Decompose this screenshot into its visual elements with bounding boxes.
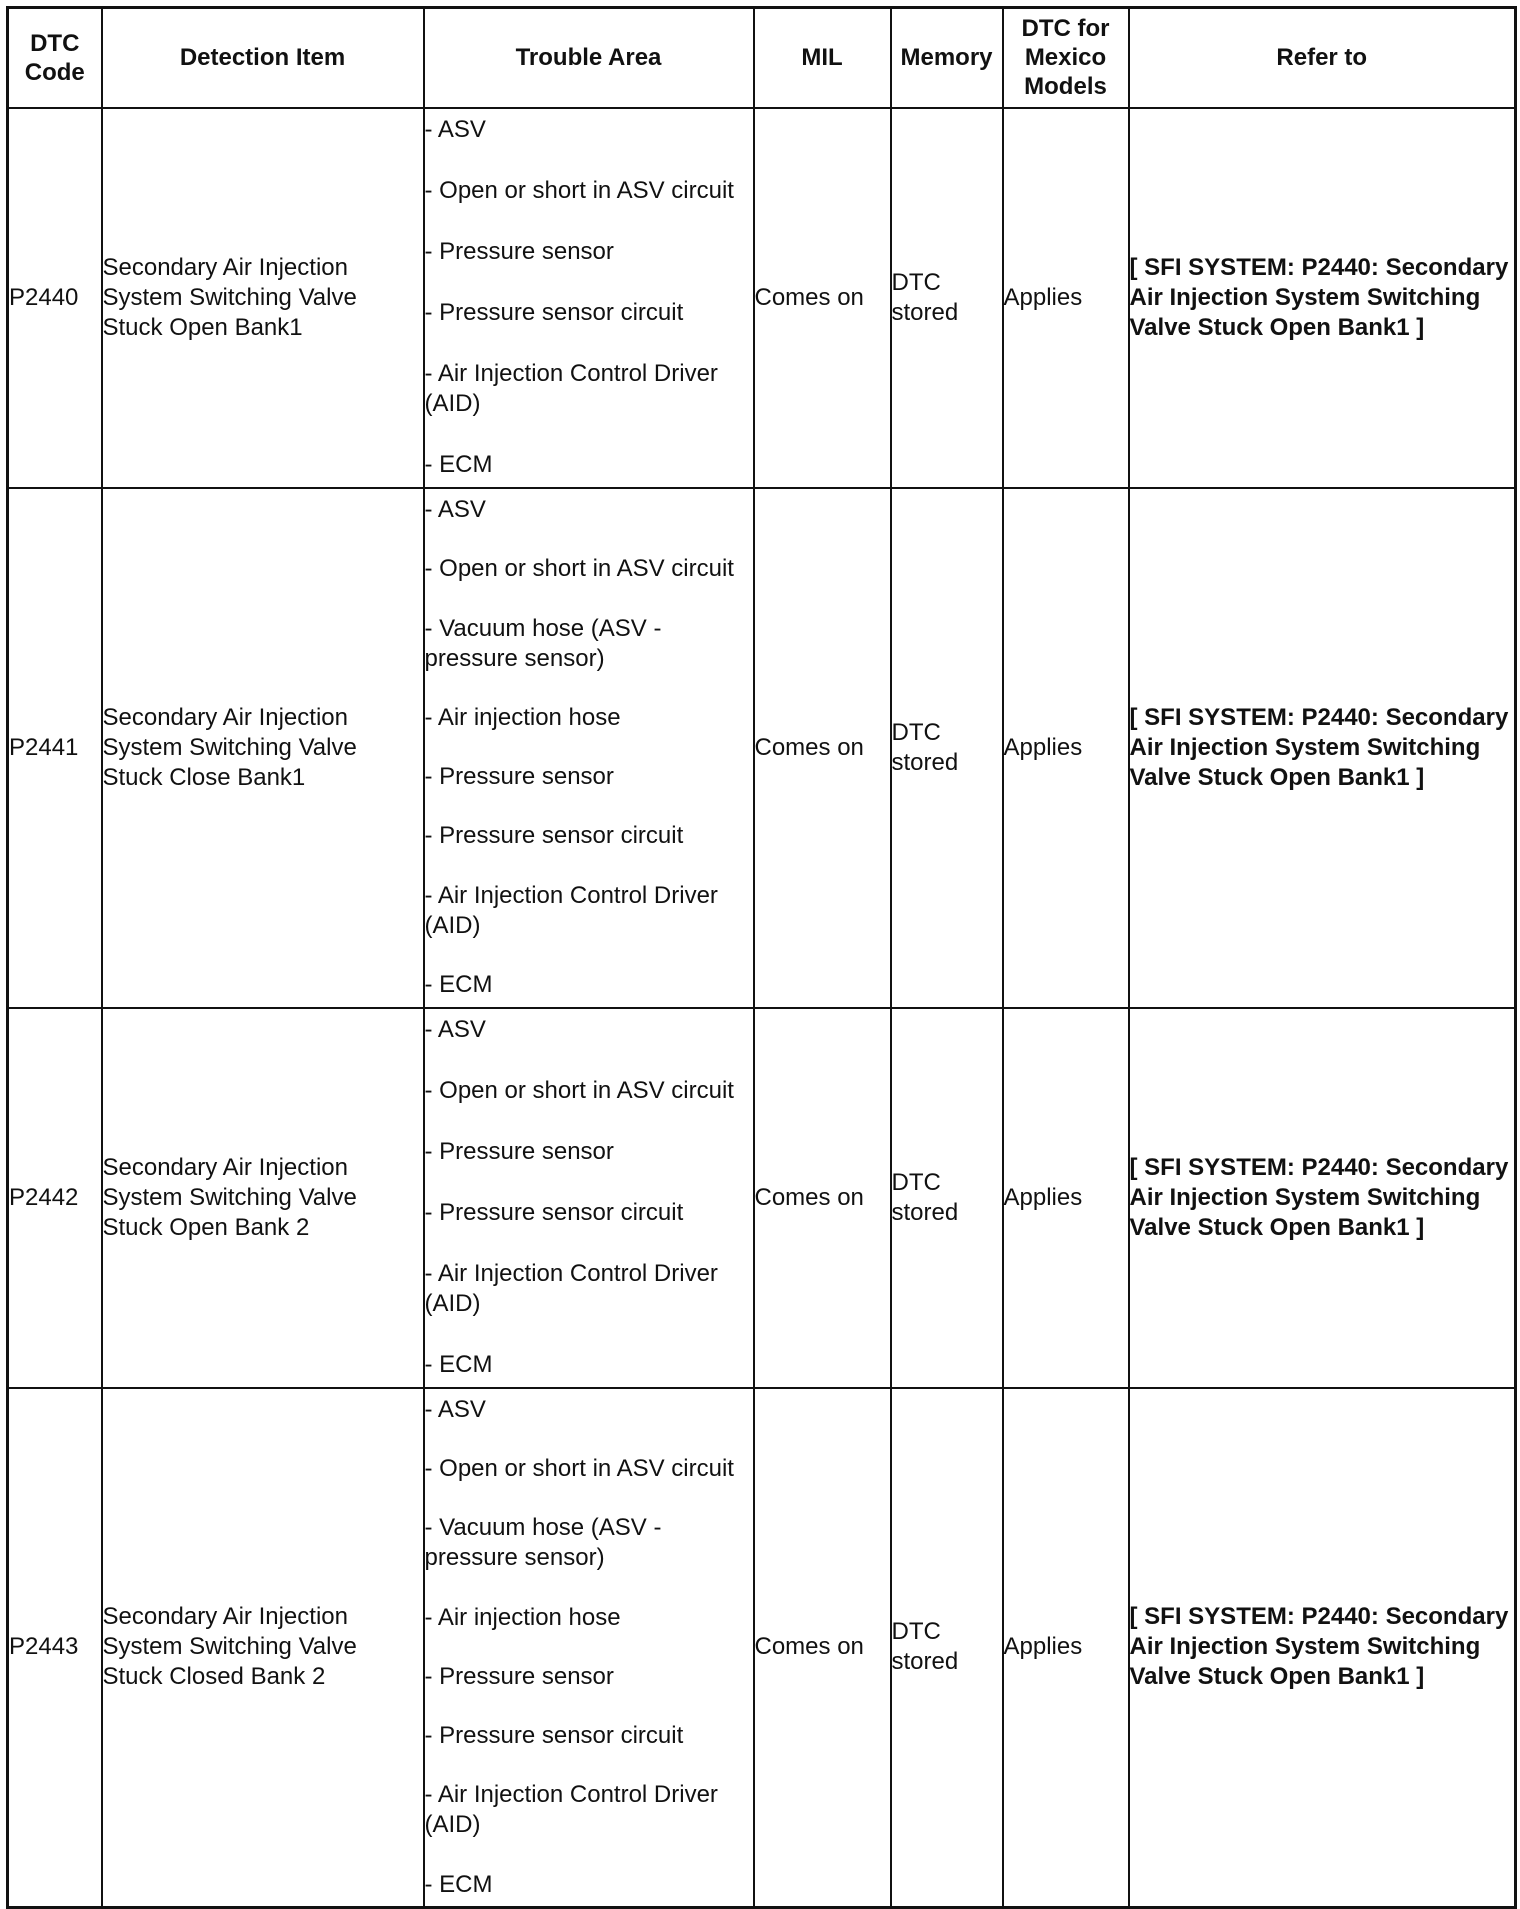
- trouble-area-item: - ASV: [424, 496, 486, 523]
- table-row: [8, 488, 1516, 1008]
- trouble-area: [424, 1388, 754, 1908]
- detection-item: Secondary Air Injection System Switching Valve Stuck Closed Bank 2: [102, 1388, 424, 1908]
- trouble-area-item: - Vacuum hose (ASV - pressure sensor): [424, 614, 662, 672]
- header-refer-to: Refer to: [1129, 8, 1516, 108]
- trouble-area-item: - Air injection hose: [424, 1603, 621, 1631]
- trouble-area-item: - ECM: [424, 1870, 493, 1898]
- dtc-code: P2440: [8, 108, 102, 488]
- trouble-area-item: - Air injection hose: [424, 703, 621, 731]
- trouble-area-item: - Pressure sensor: [424, 1138, 614, 1165]
- dtc-code: P2443: [8, 1388, 102, 1908]
- refer-to-link[interactable]: [ SFI SYSTEM: P2440: Secondary Air Injection System Switching Valve Stuck Open Bank1 ]: [1129, 1008, 1516, 1388]
- dtc-table-page: [6, 6, 1514, 1909]
- trouble-area: [424, 488, 754, 1008]
- header-mil: MIL: [754, 8, 891, 108]
- detection-item: Secondary Air Injection System Switching Valve Stuck Open Bank 2: [102, 1008, 424, 1388]
- trouble-area-item: - Pressure sensor: [424, 763, 614, 791]
- memory-status: DTC stored: [891, 108, 1003, 488]
- trouble-area-item: - Air Injection Control Driver (AID): [424, 1781, 718, 1839]
- dtc-code: P2442: [8, 1008, 102, 1388]
- refer-to-link[interactable]: [ SFI SYSTEM: P2440: Secondary Air Injection System Switching Valve Stuck Open Bank1 ]: [1129, 488, 1516, 1008]
- trouble-area-item: - Pressure sensor: [424, 238, 614, 265]
- refer-to-link[interactable]: [ SFI SYSTEM: P2440: Secondary Air Injection System Switching Valve Stuck Open Bank1 ]: [1129, 1388, 1516, 1908]
- mil-status: Comes on: [754, 1008, 891, 1388]
- mexico-models-status: Applies: [1003, 108, 1129, 488]
- header-mexico-models: DTC for Mexico Models: [1003, 8, 1129, 108]
- trouble-area: [424, 1008, 754, 1388]
- trouble-area-item: - Pressure sensor circuit: [424, 299, 684, 326]
- trouble-area-item: - ASV: [424, 1016, 486, 1043]
- memory-status: DTC stored: [891, 1388, 1003, 1908]
- trouble-area-item: - ECM: [424, 970, 493, 998]
- memory-status: DTC stored: [891, 1008, 1003, 1388]
- detection-item: Secondary Air Injection System Switching Valve Stuck Open Bank1: [102, 108, 424, 488]
- mexico-models-status: Applies: [1003, 1008, 1129, 1388]
- dtc-table: [6, 6, 1517, 1909]
- trouble-area-item: - Open or short in ASV circuit: [424, 177, 734, 204]
- trouble-area-item: - ECM: [424, 451, 493, 478]
- trouble-area-item: - Pressure sensor circuit: [424, 1199, 684, 1226]
- mil-status: Comes on: [754, 108, 891, 488]
- header-trouble-area: Trouble Area: [424, 8, 754, 108]
- trouble-area: [424, 108, 754, 488]
- refer-to-link[interactable]: [ SFI SYSTEM: P2440: Secondary Air Injection System Switching Valve Stuck Open Bank1 ]: [1129, 108, 1516, 488]
- trouble-area-item: - ECM: [424, 1351, 493, 1378]
- mil-status: Comes on: [754, 1388, 891, 1908]
- trouble-area-item: - Vacuum hose (ASV - pressure sensor): [424, 1514, 662, 1572]
- trouble-area-item: - Air Injection Control Driver (AID): [424, 881, 718, 939]
- dtc-code: P2441: [8, 488, 102, 1008]
- table-header-row: [8, 8, 1516, 108]
- trouble-area-item: - Open or short in ASV circuit: [424, 1455, 734, 1483]
- trouble-area-item: - Open or short in ASV circuit: [424, 555, 734, 583]
- trouble-area-item: - Air Injection Control Driver (AID): [424, 1260, 718, 1317]
- trouble-area-item: - ASV: [424, 1395, 486, 1423]
- trouble-area-item: - Pressure sensor: [424, 1662, 614, 1690]
- memory-status: DTC stored: [891, 488, 1003, 1008]
- trouble-area-item: - Air Injection Control Driver (AID): [424, 360, 718, 417]
- trouble-area-item: - Pressure sensor circuit: [424, 822, 684, 850]
- trouble-area-item: - ASV: [424, 116, 486, 143]
- header-memory: Memory: [891, 8, 1003, 108]
- table-row: [8, 1388, 1516, 1908]
- table-row: [8, 1008, 1516, 1388]
- mexico-models-status: Applies: [1003, 1388, 1129, 1908]
- mil-status: Comes on: [754, 488, 891, 1008]
- detection-item: Secondary Air Injection System Switching Valve Stuck Close Bank1: [102, 488, 424, 1008]
- mexico-models-status: Applies: [1003, 488, 1129, 1008]
- trouble-area-item: - Open or short in ASV circuit: [424, 1077, 734, 1104]
- header-dtc-code: DTC Code: [8, 8, 102, 108]
- trouble-area-item: - Pressure sensor circuit: [424, 1722, 684, 1750]
- table-row: [8, 108, 1516, 488]
- header-detection-item: Detection Item: [102, 8, 424, 108]
